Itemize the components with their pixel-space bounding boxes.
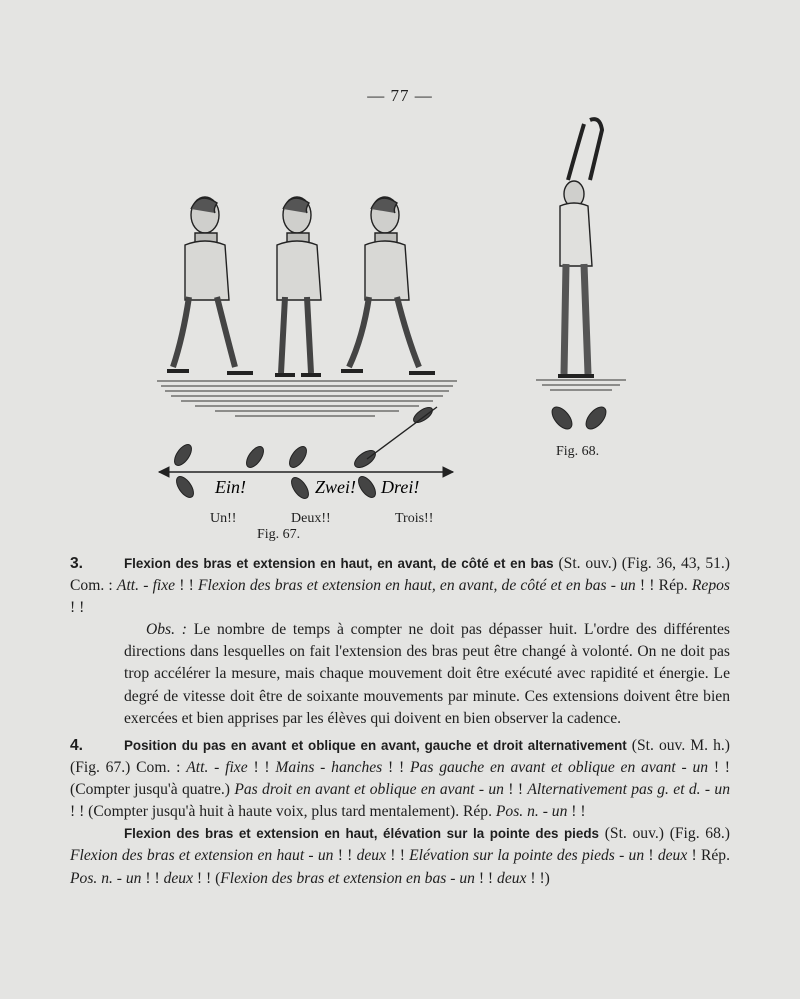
figure-68-caption: Fig. 68. bbox=[556, 444, 600, 459]
exercise-5-title: Flexion des bras et extension en haut, élévation sur la pointe des pieds bbox=[124, 826, 599, 842]
exercise-4-sep-6: ! ! bbox=[567, 803, 586, 821]
exercise-4-command-3: Pas gauche en avant et oblique en avant - un bbox=[410, 759, 709, 777]
exercise-4-sep-5: ! ! (Compter jusqu'à huit à haute voix, plus tard mentalement). Rép. bbox=[70, 803, 496, 821]
cursive-label-3: Drei! bbox=[381, 477, 420, 497]
exercise-4-command-5: Alternativement pas g. et d. - un bbox=[527, 781, 730, 799]
cursive-label-2: Zwei! bbox=[315, 477, 357, 497]
step-label-3: Trois!! bbox=[395, 511, 434, 526]
exercise-3-command-1: Att. - fixe bbox=[116, 577, 176, 595]
exercise-3-section bbox=[70, 553, 730, 730]
page-number: — 77 — bbox=[367, 86, 433, 105]
exercise-3-sep-1: ! ! bbox=[175, 577, 199, 595]
exercise-4-sep-1: ! ! bbox=[247, 759, 276, 777]
cursive-label-1: Ein! bbox=[215, 477, 246, 497]
exercise-4-paragraph bbox=[70, 735, 730, 823]
exercise-3-number: 3. bbox=[70, 555, 84, 572]
exercise-5-command-1: Flexion des bras et extension en haut - un bbox=[70, 847, 334, 865]
exercise-5-command-6: deux bbox=[163, 869, 193, 887]
exercise-4-ref: (St. ouv. M. h.) (Fig. 67.) Com. : bbox=[70, 737, 730, 777]
exercise-3-ref: (St. ouv.) (Fig. 36, 43, 51.) Com. : bbox=[70, 555, 731, 595]
exercise-3-title: Flexion des bras et extension en haut, en avant, de côté et en bas bbox=[124, 556, 554, 571]
boy-figure-2 bbox=[275, 197, 321, 375]
exercise-3-sep-2: ! ! Rép. bbox=[635, 577, 692, 595]
exercise-4-sep-4: ! ! bbox=[503, 781, 528, 799]
exercise-5-sep-4: ! Rép. bbox=[687, 847, 730, 865]
step-label-1: Un!! bbox=[210, 511, 237, 526]
step-label-2: Deux!! bbox=[291, 511, 331, 526]
boy-figure-3 bbox=[341, 197, 435, 373]
exercise-3-sep-3: ! ! bbox=[70, 599, 85, 617]
exercise-5-sep-3: ! bbox=[644, 847, 658, 865]
exercise-5-ref: (St. ouv.) (Fig. 68.) bbox=[598, 825, 730, 843]
figure-67-illustration bbox=[155, 185, 460, 545]
exercise-5-sep-7: ! ! bbox=[474, 869, 498, 887]
exercise-5-command-8: deux bbox=[497, 869, 527, 887]
exercise-3-command-2: Flexion des bras et extension en haut, en avant, de côté et en bas - un bbox=[198, 577, 636, 595]
exercise-5-sep-2: ! ! bbox=[386, 847, 410, 865]
exercise-5-paragraph bbox=[70, 823, 730, 889]
figure-68-floor bbox=[536, 380, 626, 390]
floor-hatching bbox=[157, 381, 457, 416]
exercise-4-command-2: Mains - hanches bbox=[275, 759, 383, 777]
exercise-5-command-3: Elévation sur la pointe des pieds - un bbox=[409, 847, 645, 865]
exercise-5-sep-5: ! ! bbox=[141, 869, 164, 887]
boy-figure-1 bbox=[167, 197, 253, 373]
observation-text: Le nombre de temps à compter ne doit pas dépasser huit. L'ordre des différentes directions dans lesquelles on fait l'extension des bras peut être changé à volonté. On ne doit pas trop accélérer la mesure, mais chaque mouvement doit être exécuté avec rapidité et énergie. Le degré de vitesse doit être de soixante mouvements par minute. Ces extensions doivent être bien exercées et bien apprises par les élèves qui doivent en bien observer la cadence. bbox=[124, 621, 730, 727]
figure-68-illustration bbox=[530, 112, 630, 462]
exercise-4-sep-3: ! ! (Compter jusqu'à quatre.) bbox=[70, 759, 731, 799]
exercise-4-number: 4. bbox=[70, 737, 84, 754]
exercise-5-command-4: deux bbox=[657, 847, 688, 865]
exercise-5-command-5: Pos. n. - un bbox=[70, 869, 142, 887]
figure-67-caption: Fig. 67. bbox=[257, 527, 301, 542]
exercise-4-command-6: Pos. n. - un bbox=[495, 803, 568, 821]
exercise-3-paragraph bbox=[70, 553, 730, 619]
exercise-4-sep-2: ! ! bbox=[382, 759, 411, 777]
exercise-5-command-7: Flexion des bras et extension en bas - un bbox=[220, 869, 475, 887]
figure-68-footprints bbox=[548, 404, 609, 433]
exercise-4-command-4: Pas droit en avant et oblique en avant - un bbox=[234, 781, 504, 799]
exercise-5-sep-6: ! ! ( bbox=[193, 869, 221, 887]
observation-label: Obs. : bbox=[146, 621, 187, 639]
exercise-4-title: Position du pas en avant et oblique en avant, gauche et droit alternativement bbox=[124, 738, 627, 753]
exercise-4-section bbox=[70, 735, 730, 890]
exercise-5-command-2: deux bbox=[356, 847, 387, 865]
exercise-3-command-3: Repos bbox=[691, 577, 730, 595]
exercise-3-observation bbox=[70, 619, 730, 729]
exercise-4-command-1: Att. - fixe bbox=[186, 759, 248, 777]
exercise-5-sep-1: ! ! bbox=[333, 847, 357, 865]
exercise-5-sep-8: ! !) bbox=[526, 869, 550, 887]
